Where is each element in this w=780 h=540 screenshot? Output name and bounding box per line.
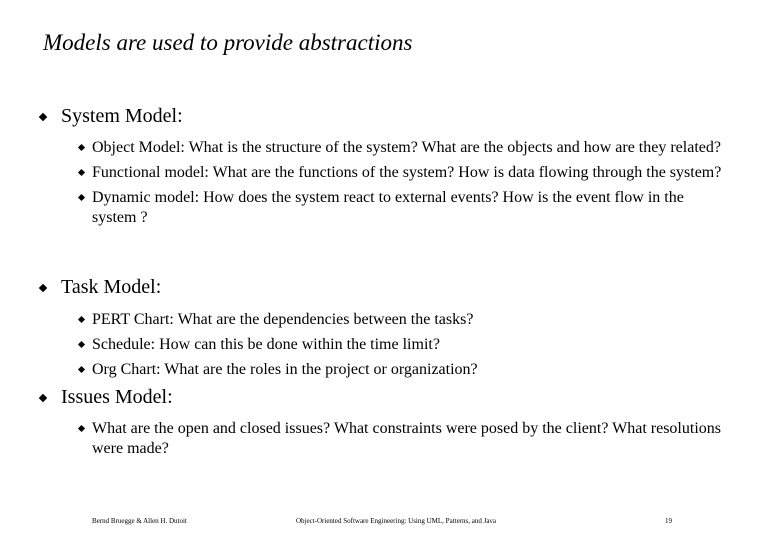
bullet-icon <box>78 341 85 348</box>
list-item-text: Functional model: What are the functions of the system? How is data flowing through the system? <box>92 164 722 181</box>
bullet-icon <box>78 169 85 176</box>
section-system-model <box>0 104 780 233</box>
list-item <box>0 163 732 183</box>
section-task-model <box>0 275 780 385</box>
section-issues-model <box>0 385 780 464</box>
footer-book-title: Object-Oriented Software Engineering: Using UML, Patterns, and Java <box>296 517 497 525</box>
diamond-bullet-icon <box>39 284 47 292</box>
page-number: 19 <box>665 517 672 525</box>
list-item <box>0 138 732 158</box>
list-item <box>0 335 732 355</box>
section-heading: System Model: <box>61 105 183 127</box>
list-item-text: Dynamic model: How does the system react to external events? How is the event flow in the system ? <box>92 189 684 226</box>
section-heading: Issues Model: <box>61 386 173 408</box>
bullet-icon <box>78 194 85 201</box>
list-item-text: What are the open and closed issues? What constraints were posed by the client? What resolutions were made? <box>92 420 721 457</box>
list-item <box>0 360 732 380</box>
diamond-bullet-icon <box>39 394 47 402</box>
list-item <box>0 310 732 330</box>
list-item <box>0 188 732 228</box>
list-item-text: Object Model: What is the structure of the system? What are the objects and how are they related? <box>92 139 721 156</box>
list-item-text: Org Chart: What are the roles in the project or organization? <box>92 361 478 378</box>
diamond-bullet-icon <box>39 113 47 121</box>
sub-bullet-list <box>0 310 780 380</box>
bullet-icon <box>78 366 85 373</box>
footer-authors: Bernd Bruegge & Allen H. Dutoit <box>92 517 187 525</box>
list-item <box>0 419 732 459</box>
section-heading-row <box>0 104 780 130</box>
sub-bullet-list <box>0 419 780 459</box>
slide-title: Models are used to provide abstractions <box>43 30 413 55</box>
bullet-icon <box>78 425 85 432</box>
bullet-icon <box>78 144 85 151</box>
sub-bullet-list <box>0 138 780 228</box>
list-item-text: PERT Chart: What are the dependencies between the tasks? <box>92 311 474 328</box>
section-heading: Task Model: <box>61 276 162 298</box>
section-heading-row <box>0 385 780 411</box>
bullet-icon <box>78 316 85 323</box>
section-heading-row <box>0 275 780 301</box>
list-item-text: Schedule: How can this be done within the time limit? <box>92 336 440 353</box>
